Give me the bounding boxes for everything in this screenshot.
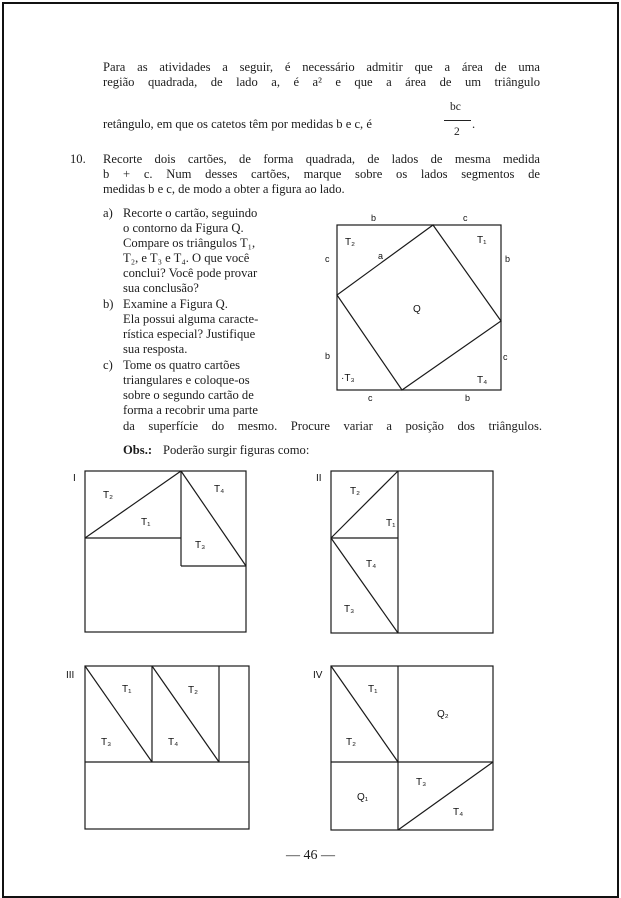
item-a-line: conclui? Você pode provar (123, 266, 258, 280)
exercise-line-1: Recorte dois cartões, de forma quadrada, de lados de mesma medida (103, 152, 540, 166)
fig4-q2: Q₂ (437, 709, 449, 720)
item-b-line: sua resposta. (123, 342, 188, 356)
main-top-b: b (371, 213, 377, 223)
main-bottom-c: c (368, 393, 373, 403)
fig3-roman: III (66, 670, 75, 681)
fig2-roman: II (316, 473, 322, 484)
item-a-label: a) (103, 206, 113, 220)
exercise-number: 10. (70, 152, 86, 166)
fig1-line (85, 471, 181, 538)
fig4-t1: T₁ (368, 684, 378, 695)
page-number: — 46 — (286, 848, 335, 863)
item-b-line: rística especial? Justifique (123, 327, 256, 341)
main-side-a: a (378, 251, 384, 261)
main-label-t1: T₁ (477, 235, 487, 246)
item-b-label: b) (103, 297, 114, 311)
fig1-t4: T₄ (214, 484, 225, 495)
fig4-line (331, 666, 398, 762)
intro-line-3: retângulo, em que os catetos têm por medidas b e c, é (103, 117, 372, 131)
main-right-b: b (505, 254, 511, 264)
fig2-t3: T₃ (344, 604, 355, 615)
item-c-line: triangulares e coloque-os (123, 373, 250, 387)
fig3-line (152, 666, 219, 762)
fig4-t4: T₄ (453, 807, 464, 818)
main-left-c: c (325, 254, 330, 264)
item-c-line: sobre o segundo cartão de (123, 388, 254, 402)
main-label-t2: T₂ (345, 237, 355, 248)
main-top-c: c (463, 213, 468, 223)
item-a-line: o contorno da Figura Q. (123, 221, 244, 235)
main-label-q: Q (413, 304, 421, 315)
item-a-line: Recorte o cartão, seguindo (123, 206, 258, 220)
item-a-line: sua conclusão? (123, 281, 199, 295)
main-bottom-b: b (465, 393, 471, 403)
main-label-t3: ·T₃ (341, 373, 355, 384)
obs-label: Obs.: (123, 443, 153, 457)
fig4-line (398, 762, 493, 830)
fig1-t2: T₂ (103, 490, 113, 501)
fig4-t2: T₂ (346, 737, 356, 748)
fig3-t1: T₁ (122, 684, 132, 695)
fig4-square (331, 666, 493, 830)
obs-text: Poderão surgir figuras como: (163, 443, 310, 457)
fig2-t4: T₄ (366, 559, 377, 570)
fig4-q1: Q₁ (357, 792, 369, 803)
item-a-line: T₂, e T₃ e T₄. O que você (123, 251, 250, 265)
main-right-c: c (503, 352, 508, 362)
intro-line-1: Para as atividades a seguir, é necessário admitir que a área de uma (103, 60, 540, 74)
item-c-last-line: da superfície do mesmo. Procure variar a posição dos triângulos. (123, 419, 542, 433)
fig3-t2: T₂ (188, 685, 198, 696)
item-b-line: Ela possui alguma caracte- (123, 312, 259, 326)
item-c-line: Tome os quatro cartões (123, 358, 240, 372)
intro-line-2: região quadrada, de lado a, é a² e que a área de um triângulo (103, 75, 540, 89)
item-c-line: forma a recobrir uma parte (123, 403, 258, 417)
fig2-t2: T₂ (350, 486, 360, 497)
fig3-line (85, 666, 152, 762)
item-c-label: c) (103, 358, 113, 372)
fig2-t1: T₁ (386, 518, 396, 529)
fraction-period: . (472, 117, 476, 131)
fig3-t4: T₄ (168, 737, 179, 748)
item-a-line: Compare os triângulos T₁, (123, 236, 256, 250)
fig1-t3: T₃ (195, 540, 206, 551)
main-label-t4: T₄ (477, 375, 488, 386)
fraction-denominator: 2 (454, 126, 460, 138)
main-left-b: b (325, 351, 331, 361)
exercise-line-2: b + c. Num desses cartões, marque sobre os lados segmentos de (103, 167, 540, 181)
exercise-line-3: medidas b e c, de modo a obter a figura ao lado. (103, 182, 345, 196)
item-b-line: Examine a Figura Q. (123, 297, 228, 311)
fig2-line (331, 538, 398, 633)
fraction-numerator: bc (450, 101, 461, 113)
fig1-roman: I (73, 473, 76, 484)
fig4-roman: IV (313, 670, 323, 681)
fig1-t1: T₁ (141, 517, 151, 528)
fig3-t3: T₃ (101, 737, 112, 748)
fig4-t3: T₃ (416, 777, 427, 788)
